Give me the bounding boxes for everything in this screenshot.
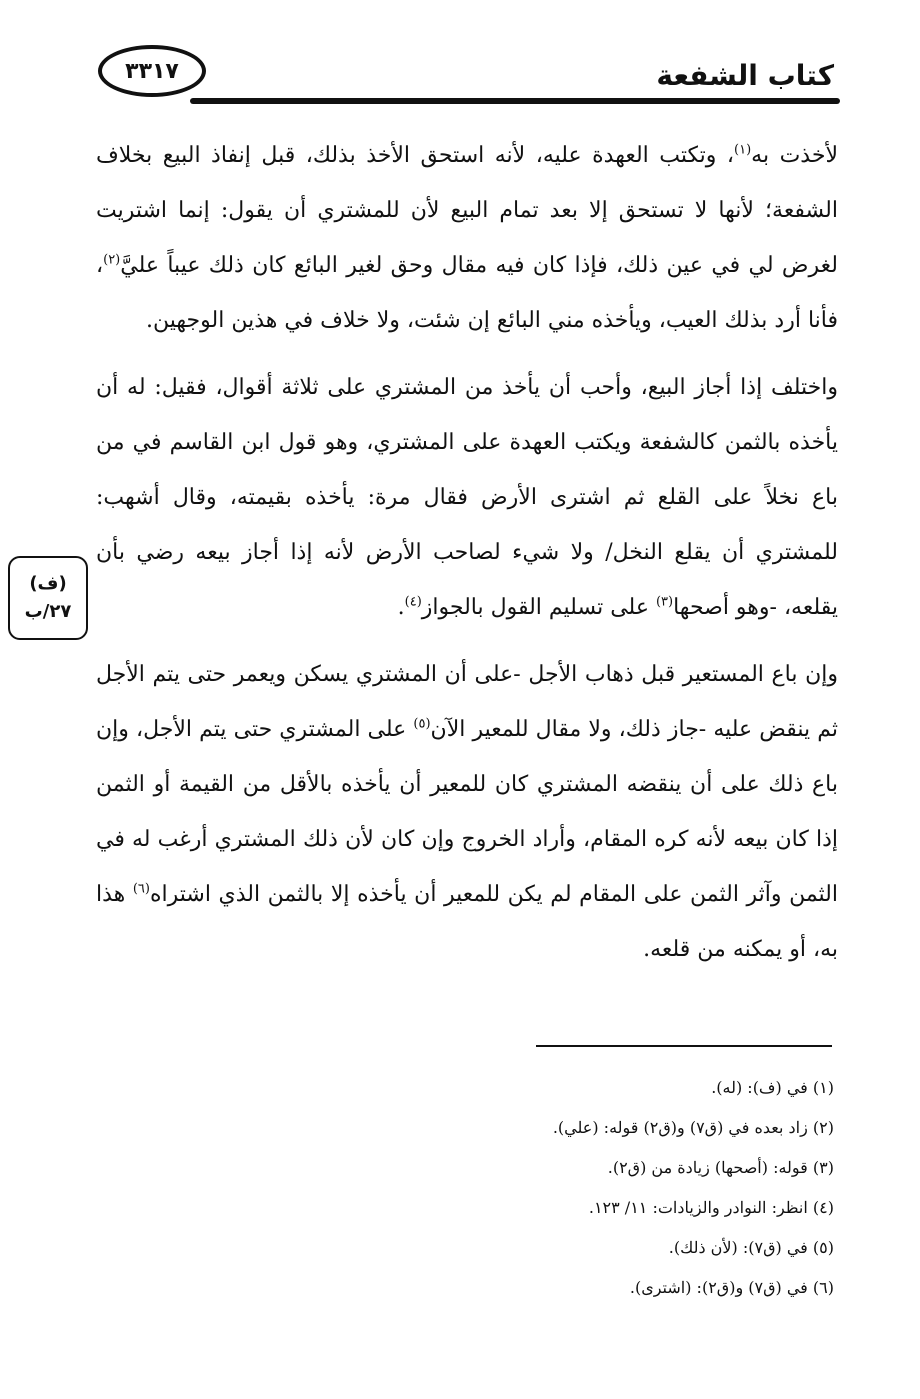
footnote-item: (٤) انظر: النوادر والزيادات: ١١/ ١٢٣. bbox=[588, 1198, 834, 1217]
footnote-item: (١) في (ف): (له). bbox=[711, 1078, 834, 1097]
footnote-item: (٦) في (ق٧) و(ق٢): (اشترى). bbox=[629, 1278, 834, 1297]
footnote-reference: (٦) bbox=[132, 881, 150, 897]
margin-note-folio: ٢٧/ب bbox=[24, 601, 72, 622]
footnote-reference: (٢) bbox=[103, 252, 121, 268]
paragraph bbox=[96, 647, 838, 977]
footnote-reference: (٣) bbox=[655, 594, 674, 610]
page-number: ٣٣١٧ bbox=[98, 45, 206, 97]
paragraph bbox=[96, 128, 838, 348]
paragraph-text: ، وتكتب العهدة عليه، لأنه استحق الأخذ بذلك، قبل إنفاذ البيع بخلاف الشفعة؛ لأنها لا تستحق إلا بعد تمام البيع لأن للمشتري أن يقول: إنما اشتريت لغرض لي في عين ذلك، فإذا كان فيه مقال وحق لغير البائع كان ذلك عيباً عليَّ bbox=[96, 143, 838, 278]
paragraph bbox=[96, 360, 838, 635]
footnote-item: (٥) في (ق٧): (لأن ذلك). bbox=[668, 1238, 834, 1257]
paragraph-text: . bbox=[397, 595, 405, 620]
paragraph-text: على تسليم القول بالجواز bbox=[421, 595, 656, 620]
paragraph-text: ، فأنا أرد بذلك العيب، ويأخذه مني البائع إن شئت، ولا خلاف في هذين الوجهين. bbox=[96, 253, 838, 333]
main-text bbox=[96, 128, 838, 977]
footnote-item: (٢) زاد بعده في (ق٧) و(ق٢) قوله: (علي). bbox=[552, 1118, 834, 1137]
footnote-reference: (٤) bbox=[404, 594, 422, 610]
footnote-reference: (١) bbox=[734, 142, 752, 158]
paragraph-text: لأخذت به bbox=[751, 143, 838, 168]
paragraph-text: على المشتري حتى يتم الأجل، وإن باع ذلك على أن ينقضه المشتري كان للمعير أن يأخذه بالأقل من القيمة أو الثمن إذا كان بيعه لأنه كره المقام، وأراد الخروج وإن كان لأن ذلك المشتري أرغب له في الثمن وآثر الثمن على المقام لم يكن للمعير أن يأخذه إلا بالثمن الذي اشتراه bbox=[96, 717, 838, 907]
paragraph-text: هذا به، أو يمكنه من قلعه. bbox=[96, 882, 838, 962]
manuscript-margin-note bbox=[8, 556, 88, 640]
running-header-title: كتاب الشفعة bbox=[656, 59, 834, 92]
margin-note-source: (ف) bbox=[29, 573, 67, 594]
paragraph-text: واختلف إذا أجاز البيع، وأحب أن يأخذ من المشتري على ثلاثة أقوال، فقيل: له أن يأخذه بالثمن كالشفعة ويكتب العهدة على المشتري، وهو قول ابن القاسم في من باع نخلاً على القلع ثم اشترى الأرض فقال مرة: يأخذه بقيمته، وقال أشهب: للمشتري أن يقلع النخل/ ولا شيء لصاحب الأرض لأنه إذا أجاز بيعه رضي بأن يقلعه، -وهو أصحها bbox=[96, 375, 838, 620]
footnote-item: (٣) قوله: (أصحها) زيادة من (ق٢). bbox=[607, 1158, 834, 1177]
header-rule bbox=[190, 98, 840, 104]
footnotes bbox=[92, 1068, 834, 1308]
paragraph-text: وإن باع المستعير قبل ذهاب الأجل -على أن المشتري يسكن ويعمر حتى يتم الأجل ثم ينقض عليه -جاز ذلك، ولا مقال للمعير الآن bbox=[96, 662, 838, 742]
footnote-separator bbox=[536, 1045, 832, 1047]
footnote-reference: (٥) bbox=[413, 716, 431, 732]
